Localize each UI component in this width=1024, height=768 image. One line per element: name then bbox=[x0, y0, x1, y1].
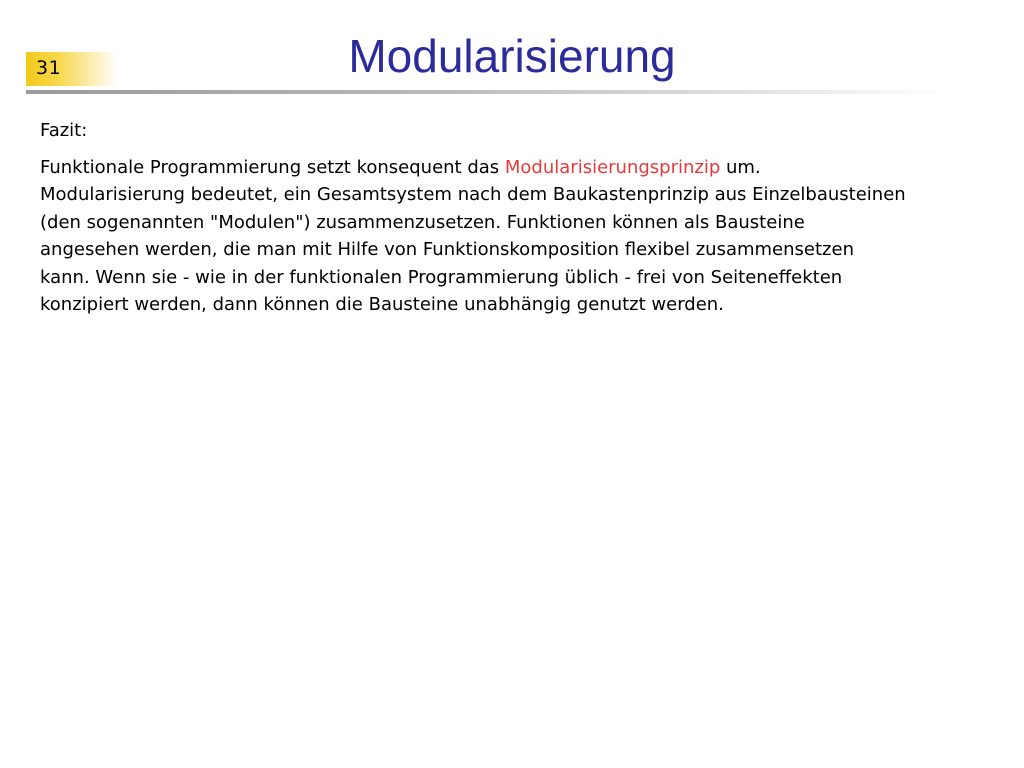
section-heading: Fazit: bbox=[40, 120, 88, 141]
body-line-6: konzipiert werden, dann können die Bausteine unabhängig genutzt werden. bbox=[40, 294, 724, 316]
highlighted-term: Modularisierungsprinzip bbox=[504, 157, 721, 178]
body-line-1 bbox=[40, 154, 1000, 181]
body-line-3: (den sogenannten "Modulen") zusammenzusetzen. Funktionen können als Bausteine bbox=[40, 211, 805, 233]
line-1-end: um. bbox=[720, 157, 761, 178]
body-paragraph bbox=[40, 154, 1000, 318]
page-number: 31 bbox=[36, 57, 62, 79]
body-line-2: Modularisierung bedeutet, ein Gesamtsystem nach dem Baukastenprinzip aus Einzelbausteinen bbox=[40, 184, 906, 206]
body-line-4: angesehen werden, die man mit Hilfe von Funktionskomposition flexibel zusammensetzen bbox=[40, 239, 854, 261]
title-divider bbox=[26, 90, 946, 94]
slide-content bbox=[40, 118, 1000, 318]
body-line-5: kann. Wenn sie - wie in der funktionalen Programmierung üblich - frei von Seiteneffekten bbox=[40, 266, 843, 288]
line-1-start: Funktionale Programmierung setzt konsequent das bbox=[40, 157, 505, 178]
slide-title: Modularisierung bbox=[348, 30, 676, 82]
